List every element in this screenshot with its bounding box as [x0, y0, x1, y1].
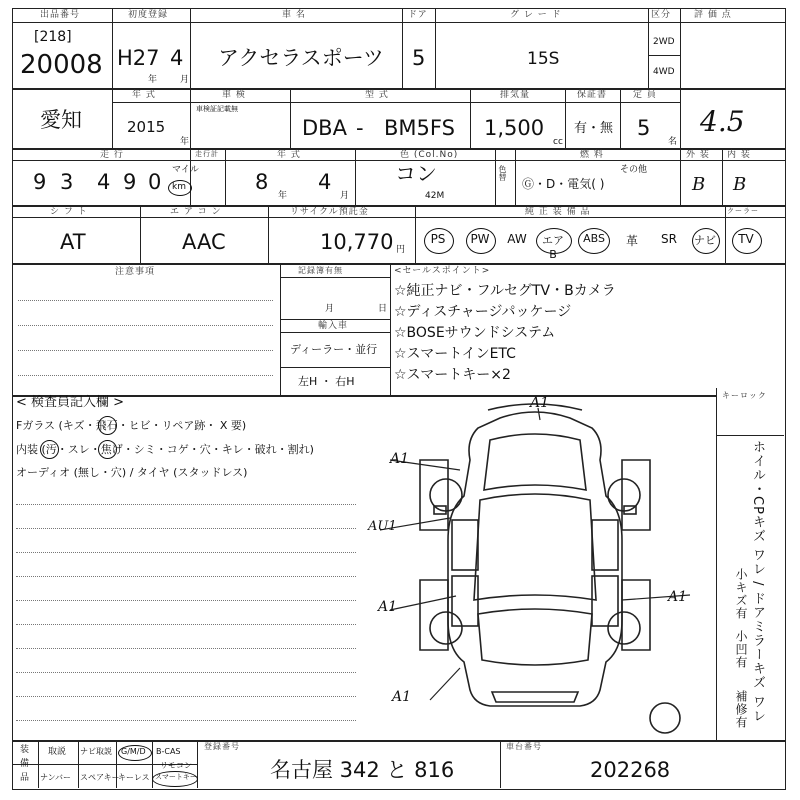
equipment-item: ABS [583, 232, 605, 245]
equipment-item: AW [507, 232, 527, 246]
header-model-year: 年 式 [132, 90, 156, 100]
exterior-grade: B [692, 174, 706, 195]
doors-value: 5 [412, 46, 426, 70]
sales-point: ☆ディスチャージパッケージ [394, 304, 572, 320]
header-doors: ドア [408, 10, 428, 20]
plate-number: 名古屋 342 と 816 [270, 758, 455, 782]
bottom-label: スペアキー [80, 773, 120, 782]
car-left-door-front [452, 520, 478, 570]
sales-point: ☆スマートキー×2 [394, 367, 511, 383]
header-odometer: 走行計 [195, 150, 219, 158]
reg-year: 8 [255, 170, 269, 194]
header-year: 年 式 [277, 150, 301, 160]
header-keylock: キーロック [722, 391, 767, 400]
bottom-label: B-CAS [156, 747, 181, 756]
capacity-unit: 名 [668, 137, 678, 147]
damage-mark: A1 [390, 451, 410, 467]
displacement-value: 1,500 [484, 116, 545, 140]
first-reg-month-unit: 月 [180, 75, 190, 85]
model-year-value: 2015 [127, 118, 166, 136]
reg-month-unit: 月 [340, 191, 350, 201]
header-cooler: クーラー [727, 207, 759, 215]
tire-rear-right [608, 612, 640, 644]
chassis-number: 202268 [590, 758, 671, 782]
header-maintenance: 記録簿有無 [298, 266, 343, 275]
class-4wd: 4WD [653, 67, 675, 77]
bottom-label: スマートキー [155, 773, 197, 781]
car-right-door-front [592, 520, 618, 570]
header-shift: シ フ ト [50, 207, 88, 217]
bottom-label: 装 [20, 745, 30, 755]
header-warranty: 保証書 [577, 90, 608, 100]
car-right-front-fender [622, 460, 650, 530]
header-score: 評 価 点 [694, 10, 732, 20]
side-note: 小キズ有 [734, 568, 748, 620]
fuel-value: Ⓖ・D・電気( ) [522, 177, 605, 191]
car-hood [484, 434, 586, 490]
score-value: 4.5 [700, 105, 745, 138]
reg-year-unit: 年 [278, 191, 288, 201]
class-2wd: 2WD [653, 37, 675, 47]
color-code: 42M [425, 191, 445, 201]
reg-month: 4 [318, 170, 332, 194]
damage-mark: A1 [378, 599, 398, 615]
header-model: 型 式 [365, 90, 389, 100]
header-displacement: 排気量 [500, 90, 531, 100]
equipment-item: 革 [625, 234, 638, 248]
tire-rear-left [430, 612, 462, 644]
equipment-item: ナビ [694, 234, 716, 247]
bottom-label: キーレス [118, 773, 150, 782]
header-exterior: 外 装 [686, 150, 710, 160]
header-grade: グ レ ー ド [510, 10, 562, 20]
first-reg-era: H27 [117, 46, 160, 70]
recycle-unit: 円 [396, 245, 406, 255]
import-dealer: ディーラー・並行 [290, 343, 378, 356]
mileage-digit: 3 [60, 170, 74, 194]
header-first-reg: 初度登録 [128, 10, 169, 20]
header-color: 色 (Col.No) [400, 150, 459, 160]
header-notes: 注意事項 [115, 267, 156, 277]
aircon-value: AAC [182, 230, 226, 254]
sales-point: ☆BOSEサウンドシステム [394, 325, 556, 341]
mileage-km-unit: km [172, 182, 186, 192]
equipment-item: PS [430, 232, 446, 246]
equipment-item: TV [738, 232, 754, 246]
capacity-value: 5 [637, 116, 651, 140]
shift-value: AT [60, 230, 86, 254]
sales-point: ☆純正ナビ・フルセグTV・Bカメラ [394, 283, 616, 299]
header-inspector: < 検査員記入欄 > [16, 395, 125, 410]
color-change-label: 色替 [498, 165, 507, 181]
mileage-digit: 9 [123, 170, 137, 194]
equipment-item: PW [470, 232, 490, 246]
damage-mark: AU1 [368, 519, 397, 534]
bottom-label: リモコン [160, 761, 192, 770]
grade-value: 15S [527, 49, 560, 69]
side-vertical-note: ホイル・CPキズ ワレ / ドアミラーキズ ワレ [750, 440, 765, 723]
warranty-value: 有・無 [574, 121, 614, 136]
damage-mark: A1 [530, 395, 550, 411]
interior-grade: B [733, 174, 747, 195]
import-steer: 左H ・ 右H [298, 375, 355, 388]
header-car-name: 車 名 [282, 10, 306, 20]
side-note: 補修有 [734, 690, 748, 729]
header-plate: 登録番号 [204, 742, 240, 751]
inspector-line: Fガラス (キズ・飛石・ヒビ・リペア跡・ X 要) [16, 419, 247, 432]
inspection-note: 車検証記載無 [196, 105, 238, 113]
sales-point: ☆スマートインETC [394, 346, 516, 362]
header-mileage: 走 行 [100, 150, 124, 160]
maintenance-month: 月 [325, 304, 335, 314]
bottom-label: ナンバー [40, 773, 72, 782]
side-note: 小凹有 [734, 630, 748, 669]
first-reg-year-unit: 年 [148, 75, 158, 85]
rear-bumper [492, 692, 578, 702]
car-rear [478, 609, 592, 665]
displacement-unit: cc [553, 137, 563, 147]
car-diagram [360, 400, 710, 740]
header-aircon: エ ア コ ン [170, 207, 222, 217]
header-chassis: 車台番号 [506, 742, 542, 751]
equipment-item: SR [661, 232, 677, 246]
maintenance-day: 日 [378, 304, 388, 314]
bottom-label: 備 [20, 759, 30, 769]
equipment-item: エアB [542, 234, 564, 261]
header-fuel: 燃 料 [580, 150, 604, 160]
car-outline [448, 412, 622, 706]
damage-mark: A1 [668, 589, 688, 605]
model-code: DBA [302, 116, 347, 140]
header-recycle: リサイクル預託金 [290, 207, 369, 217]
model-year-unit: 年 [180, 137, 190, 147]
header-capacity: 定 員 [633, 90, 657, 100]
header-vehicle-inspection: 車 検 [222, 90, 246, 100]
car-left-door-rear [452, 576, 478, 626]
car-right-door-rear [592, 576, 618, 626]
header-import: 輸入車 [318, 321, 349, 331]
location: 愛知 [40, 108, 82, 132]
first-reg-month: 4 [170, 46, 184, 70]
bottom-label: 品 [20, 773, 30, 783]
header-sales-points: <セールスポイント> [394, 266, 491, 276]
damage-mark: A1 [392, 689, 412, 705]
fuel-other: その他 [620, 165, 648, 175]
inspector-line: 内装 (汚・スレ・焦げ・シミ・コゲ・穴・キレ・破れ・割れ) [16, 443, 314, 456]
model-num: BM5FS [384, 116, 455, 140]
header-equipment: 純 正 装 備 品 [525, 207, 591, 217]
mileage-digit: 9 [33, 170, 47, 194]
bottom-label: ナビ取説 [80, 747, 112, 756]
header-lot-no: 出品番号 [40, 10, 81, 20]
header-class: 区分 [651, 10, 672, 20]
lot-number: 20008 [20, 50, 103, 80]
mileage-mile-unit: マイル [172, 165, 199, 175]
car-cabin [474, 494, 596, 600]
mileage-digit: 0 [148, 170, 162, 194]
color-name: コン [395, 162, 437, 186]
header-interior: 内 装 [727, 150, 751, 160]
car-name: アクセラスポーツ [218, 46, 384, 70]
inspector-line: オーディオ (無し・穴) / タイヤ (スタッドレス) [16, 466, 248, 479]
lot-prefix: [218] [34, 29, 72, 45]
mileage-digit: 4 [97, 170, 111, 194]
tire-spare [650, 703, 680, 733]
bottom-label: G/M/D [121, 747, 146, 756]
recycle-fee: 10,770 [320, 230, 394, 254]
bottom-label: 取説 [48, 747, 67, 757]
model-dash: - [356, 116, 364, 140]
